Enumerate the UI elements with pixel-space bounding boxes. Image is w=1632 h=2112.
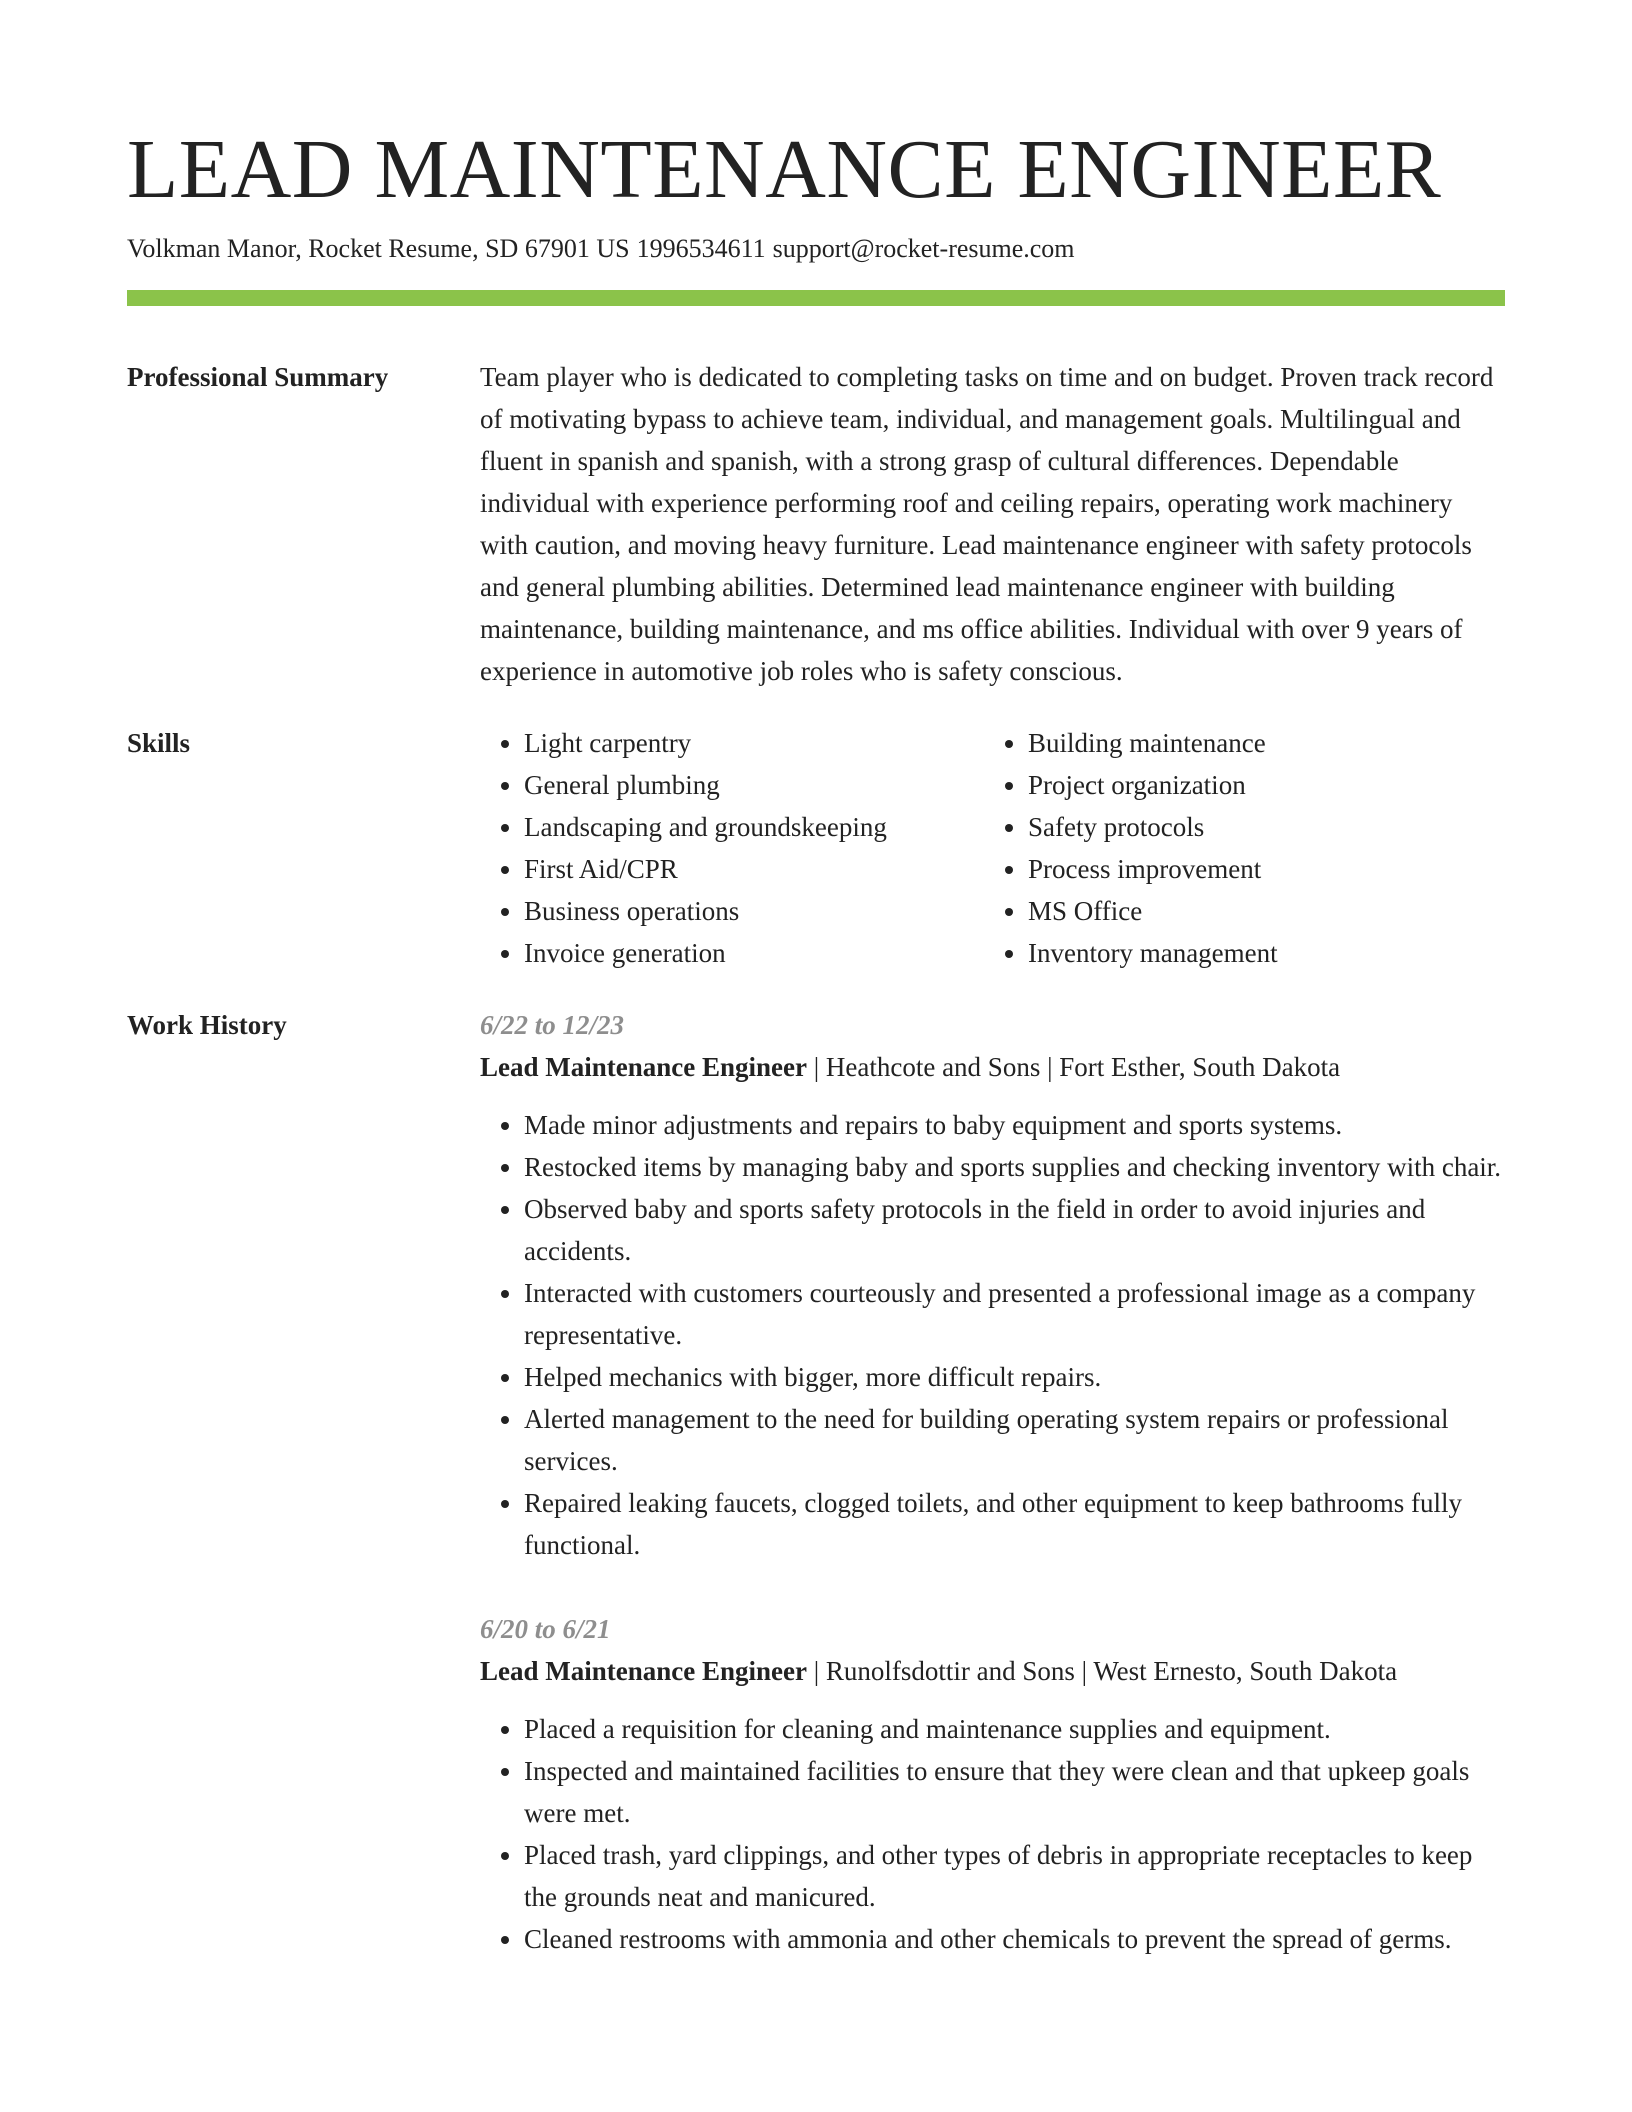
resume-page	[127, 120, 1505, 2002]
list-item: • Process improvement	[1028, 848, 1488, 890]
job-date: 6/22 to 12/23	[480, 1010, 625, 1040]
job-location: Fort Esther, South Dakota	[1059, 1052, 1341, 1082]
candidate-name: LEAD MAINTENANCE ENGINEER	[127, 123, 1442, 216]
summary-body	[480, 356, 1505, 692]
list-item: • Made minor adjustments and repairs to baby equipment and sports systems.	[524, 1104, 1505, 1146]
job-title-line	[480, 1046, 1505, 1088]
work-history-heading: Work History	[127, 1010, 287, 1040]
job-date: 6/20 to 6/21	[480, 1614, 611, 1644]
summary-section	[127, 356, 1505, 692]
list-item: • First Aid/CPR	[524, 848, 984, 890]
list-item: • Placed a requisition for cleaning and maintenance supplies and equipment.	[524, 1708, 1505, 1750]
contact-phone: 1996534611	[636, 234, 766, 263]
skills-list-right	[984, 722, 1488, 974]
summary-text: Team player who is dedicated to completing tasks on time and on budget. Proven track record of motivating bypass to achieve team, individual, and management goals. Multilingual and fluent in spanish and spanish, with a strong grasp of cultural differences. Dependable individual with experience performing roof and ceiling repairs, operating work machinery with caution, and moving heavy furniture. Lead maintenance engineer with safety protocols and general plumbing abilities. Determined lead maintenance engineer with building maintenance, building maintenance, and ms office abilities. Individual with over 9 years of experience in automotive job roles who is safety conscious.	[480, 362, 1494, 686]
list-item: • Inventory management	[1028, 932, 1488, 974]
job-company: Runolfsdottir and Sons	[825, 1656, 1075, 1686]
list-item: • MS Office	[1028, 890, 1488, 932]
accent-divider	[127, 290, 1505, 306]
summary-heading: Professional Summary	[127, 362, 389, 392]
job-separator: |	[1081, 1656, 1088, 1686]
list-item: • Building maintenance	[1028, 722, 1488, 764]
job-entry	[480, 1004, 1505, 1566]
job-title-line	[480, 1650, 1505, 1692]
list-item: • Restocked items by managing baby and sports supplies and checking inventory with chair.	[524, 1146, 1505, 1188]
work-history-body	[480, 1004, 1505, 2002]
skills-list-left	[480, 722, 984, 974]
list-item: • Light carpentry	[524, 722, 984, 764]
list-item: • Invoice generation	[524, 932, 984, 974]
job-title: Lead Maintenance Engineer	[480, 1656, 807, 1686]
list-item: • General plumbing	[524, 764, 984, 806]
job-separator: |	[813, 1052, 820, 1082]
contact-line	[127, 232, 1505, 266]
list-item: • Landscaping and groundskeeping	[524, 806, 984, 848]
job-company: Heathcote and Sons	[825, 1052, 1041, 1082]
job-location: West Ernesto, South Dakota	[1093, 1656, 1398, 1686]
job-bullets	[480, 1708, 1505, 1960]
list-item: • Helped mechanics with bigger, more difficult repairs.	[524, 1356, 1505, 1398]
list-item: • Alerted management to the need for building operating system repairs or professional services.	[524, 1398, 1505, 1482]
skills-heading: Skills	[127, 728, 191, 758]
list-item: • Project organization	[1028, 764, 1488, 806]
list-item: • Safety protocols	[1028, 806, 1488, 848]
job-separator: |	[1047, 1052, 1053, 1082]
contact-email: support@rocket-resume.com	[772, 234, 1075, 263]
list-item: • Cleaned restrooms with ammonia and other chemicals to prevent the spread of germs.	[524, 1918, 1505, 1960]
list-item: • Placed trash, yard clippings, and other types of debris in appropriate receptacles to keep the grounds neat and manicured.	[524, 1834, 1505, 1918]
contact-address: Volkman Manor, Rocket Resume, SD 67901 US	[127, 234, 630, 263]
job-separator: |	[813, 1656, 820, 1686]
list-item: • Repaired leaking faucets, clogged toilets, and other equipment to keep bathrooms fully functional.	[524, 1482, 1505, 1566]
job-title: Lead Maintenance Engineer	[480, 1052, 807, 1082]
job-bullets	[480, 1104, 1505, 1566]
job-entry	[480, 1608, 1505, 1960]
list-item: • Interacted with customers courteously and presented a professional image as a company representative.	[524, 1272, 1505, 1356]
skills-body	[480, 722, 1505, 974]
skills-section	[127, 722, 1505, 974]
list-item: • Inspected and maintained facilities to ensure that they were clean and that upkeep goals were met.	[524, 1750, 1505, 1834]
work-history-section	[127, 1004, 1505, 2002]
list-item: • Observed baby and sports safety protocols in the field in order to avoid injuries and accidents.	[524, 1188, 1505, 1272]
list-item: • Business operations	[524, 890, 984, 932]
